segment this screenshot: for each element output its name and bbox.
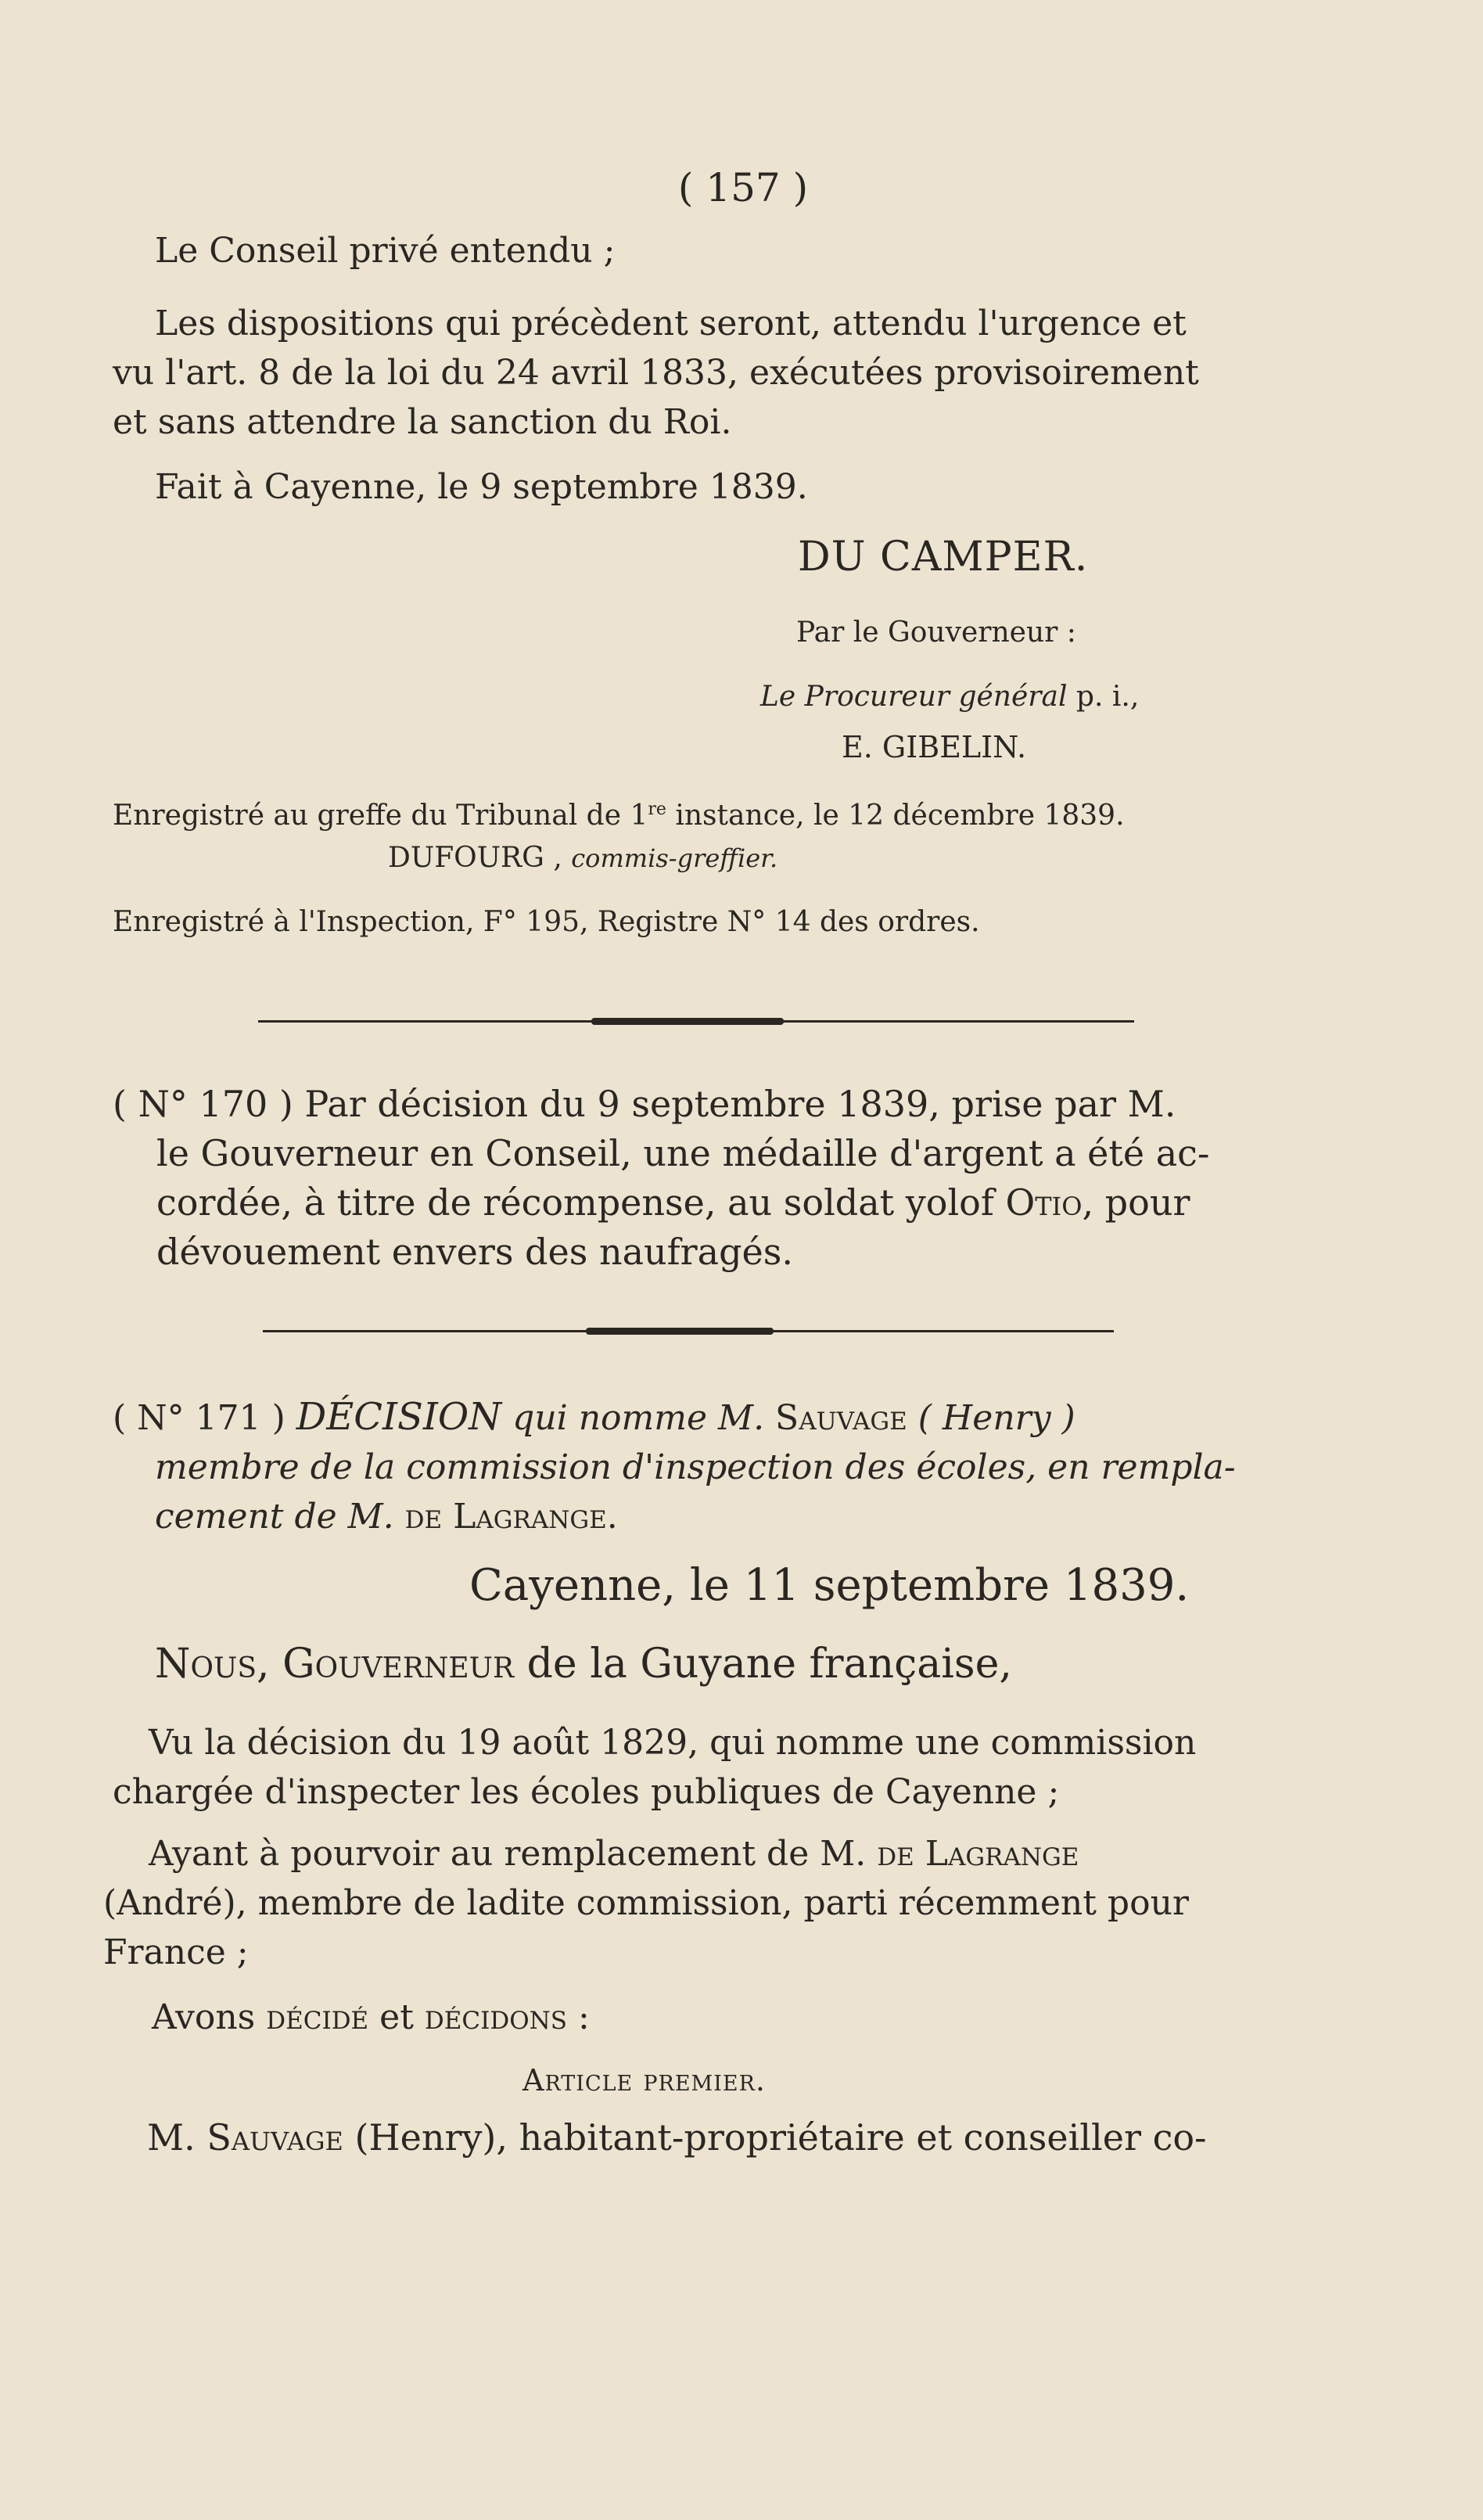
page-number: ( 157 ) — [677, 165, 809, 210]
greffe-pre: Enregistré au greffe du Tribunal de 1 — [113, 800, 648, 832]
decision-170-line-4: dévouement envers des naufragés. — [156, 1231, 793, 1273]
avons-a: Avons — [152, 1997, 267, 2037]
enregistrement-greffe — [113, 790, 1125, 836]
greffe-post: instance, le 12 décembre 1839. — [666, 800, 1125, 832]
conseil-text: Le Conseil privé entendu ; — [155, 231, 616, 271]
soldier-name: Otio — [1005, 1181, 1083, 1224]
procureur-suffix: p. i., — [1067, 681, 1140, 713]
paragraph-fait — [155, 463, 1250, 512]
decision-171-name: Sauvage — [775, 1398, 907, 1438]
avons-line — [152, 1993, 590, 2042]
decision-171-line-3 — [113, 1492, 1270, 1541]
nous-gouverneur: Nous, Gouverneur — [155, 1641, 515, 1688]
avons-e: : — [566, 1997, 590, 2037]
last-pre: M. — [147, 2116, 207, 2159]
ayant-line-1 — [103, 1829, 1269, 1878]
ayant-name: de Lagrange — [877, 1834, 1079, 1874]
ayant-line-3: France ; — [103, 1932, 249, 1972]
dateline: Cayenne, le 11 septembre 1839. — [469, 1560, 1190, 1611]
paragraph-ayant — [103, 1829, 1269, 1977]
decision-171-number: ( N° 171 ) — [113, 1398, 296, 1438]
nous-line — [155, 1638, 1012, 1690]
dispositions-line-2: vu l'art. 8 de la loi du 24 avril 1833, exécutées provisoirement — [113, 353, 1199, 393]
greffe-sup: re — [648, 800, 666, 819]
decision-171-heading — [113, 1393, 1270, 1541]
procureur-line — [760, 678, 1139, 717]
paragraph-conseil — [155, 227, 1250, 275]
dispositions-line-3: et sans attendre la sanction du Roi. — [113, 402, 732, 442]
decision-171-line-2: membre de la commission d'inspection des écoles, en rempla- — [155, 1447, 1236, 1487]
avons-decidons: décidons — [424, 1997, 567, 2037]
ayant-line-1-pre: Ayant à pourvoir au remplacement de M. — [149, 1834, 878, 1874]
procureur-title: Le Procureur général — [760, 681, 1068, 713]
decision-171-qui: qui nomme M. — [501, 1398, 776, 1438]
clerk-name: DUFOURG , — [388, 842, 562, 874]
decision-170-line-3 — [113, 1178, 1270, 1228]
article-heading: Article premier. — [522, 2063, 766, 2098]
dispositions-line-1: Les dispositions qui précèdent seront, attendu l'urgence et — [155, 304, 1187, 343]
decision-170-line-1: ( N° 170 ) Par décision du 9 septembre 1839, prise par M. — [113, 1083, 1176, 1125]
signature-by-label: Par le Gouverneur : — [796, 617, 1076, 649]
last-name: Sauvage — [206, 2116, 343, 2159]
commis-greffier-line — [388, 839, 777, 878]
decision-170-line-2: le Gouverneur en Conseil, une médaille d'argent a été ac- — [156, 1132, 1210, 1174]
section-divider-1 — [258, 1020, 1134, 1023]
vu-line-1: Vu la décision du 19 août 1829, qui nomme une commission — [149, 1723, 1197, 1763]
paragraph-vu — [113, 1718, 1270, 1817]
ayant-line-2: (André), membre de ladite commission, parti récemment pour — [103, 1883, 1189, 1923]
decision-171-line-3-pre: cement de M. — [155, 1497, 405, 1537]
decision-170-line-3-post: , pour — [1082, 1181, 1190, 1224]
paragraph-dispositions — [113, 299, 1267, 447]
decision-171-henry: ( Henry ) — [907, 1398, 1075, 1438]
clerk-role: commis-greffier. — [571, 843, 778, 873]
enregistrement-inspection: Enregistré à l'Inspection, F° 195, Registre N° 14 des ordres. — [113, 906, 980, 938]
avons-decide: décidé — [266, 1997, 369, 2037]
last-line — [147, 2112, 1207, 2162]
decision-170-line-3-pre: cordée, à titre de récompense, au soldat yolof — [156, 1181, 1006, 1224]
fait-text: Fait à Cayenne, le 9 septembre 1839. — [155, 467, 808, 507]
section-divider-2 — [263, 1330, 1114, 1332]
signature-name: DU CAMPER. — [798, 534, 1089, 581]
decision-171-line-1 — [113, 1393, 1270, 1443]
avons-c: et — [368, 1997, 425, 2037]
decision-171-line-3-name: de Lagrange. — [404, 1497, 618, 1537]
decision-170 — [113, 1080, 1270, 1277]
vu-line-2: chargée d'inspecter les écoles publiques de Cayenne ; — [113, 1772, 1060, 1812]
decision-171-title: DÉCISION — [296, 1395, 502, 1439]
procureur-name: E. GIBELIN. — [842, 730, 1027, 764]
nous-post: de la Guyane française, — [514, 1641, 1012, 1688]
last-post: (Henry), habitant-propriétaire et conseiller co- — [343, 2116, 1207, 2159]
